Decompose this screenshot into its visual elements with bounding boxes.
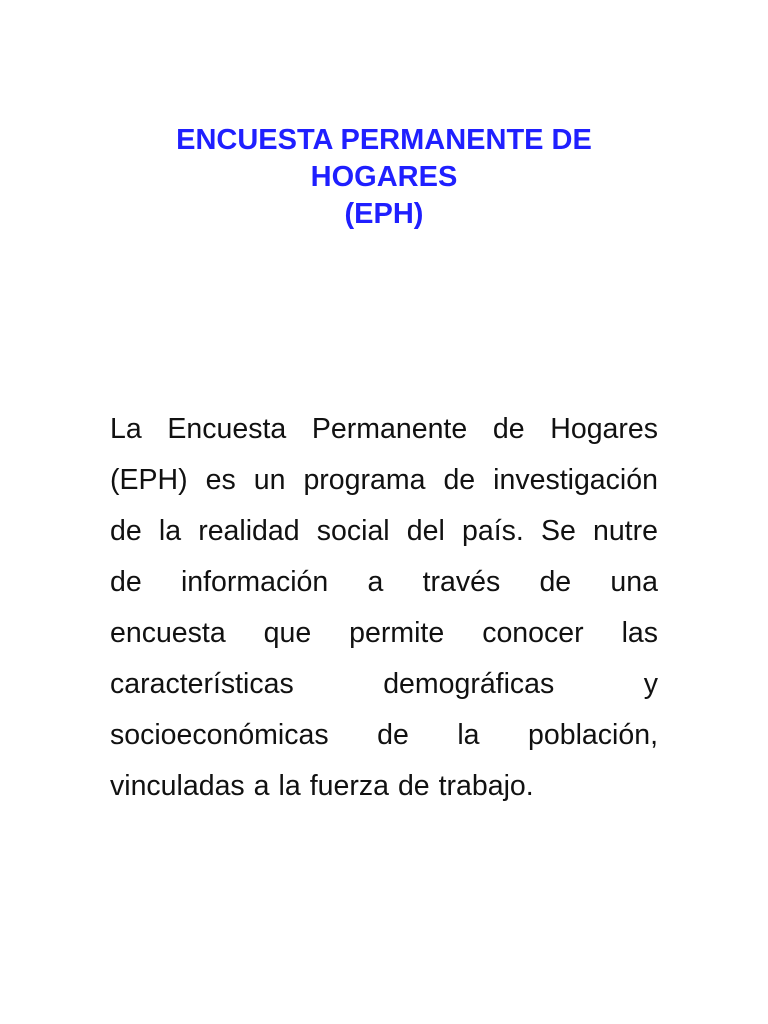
paragraph-line [110,404,658,455]
paragraph-word: una [610,566,658,598]
paragraph-word: social [316,515,390,547]
paragraph-word: de [110,515,142,547]
paragraph-line [110,761,658,812]
paragraph-word: del [406,515,445,547]
paragraph-word: información [180,566,329,598]
paragraph-word: permite [349,617,445,649]
paragraph-word: a [367,566,384,598]
document-title [0,122,768,233]
paragraph-word: un [253,464,286,496]
paragraph-word: través [422,566,501,598]
paragraph-word: a [253,770,270,802]
paragraph-word: la [158,515,182,547]
paragraph-word: nutre [592,515,658,547]
paragraph-word: de [110,566,142,598]
paragraph-word: trabajo. [438,770,534,802]
paragraph-word: Encuesta [167,413,287,445]
paragraph-word: la [457,719,480,751]
paragraph-word: (EPH) [110,464,188,496]
paragraph-word: investigación [493,464,658,496]
paragraph-word: Permanente [311,413,468,445]
paragraph-word: de [492,413,525,445]
title-line-2: HOGARES [310,161,458,193]
paragraph-word: encuesta [110,617,226,649]
paragraph-word: país. [462,515,524,547]
paragraph-word: población, [528,719,658,751]
paragraph-word: características [110,668,294,700]
paragraph-word: fuerza [309,770,389,802]
paragraph-word: Se [540,515,576,547]
paragraph-word: realidad [198,515,300,547]
paragraph-line [110,659,658,710]
paragraph-word: de [377,719,409,751]
paragraph-word: la [278,770,301,802]
title-line-1: ENCUESTA PERMANENTE DE [176,124,592,156]
paragraph-word: que [263,617,312,649]
paragraph-word: de [397,770,430,802]
paragraph-line [110,608,658,659]
body-paragraph [110,404,658,812]
paragraph-word: de [539,566,572,598]
title-line-3: (EPH) [344,198,424,230]
paragraph-line [110,557,658,608]
paragraph-word: las [621,617,658,649]
paragraph-word: demográficas [383,668,555,700]
paragraph-line [110,710,658,761]
paragraph-word: Hogares [550,413,658,445]
paragraph-word: vinculadas [110,770,245,802]
paragraph-word: y [643,668,658,700]
paragraph-word: socioeconómicas [110,719,329,751]
paragraph-word: La [110,413,142,445]
paragraph-word: programa [303,464,426,496]
paragraph-line [110,506,658,557]
paragraph-line [110,455,658,506]
paragraph-word: de [443,464,476,496]
paragraph-word: conocer [482,617,584,649]
paragraph-word: es [205,464,236,496]
